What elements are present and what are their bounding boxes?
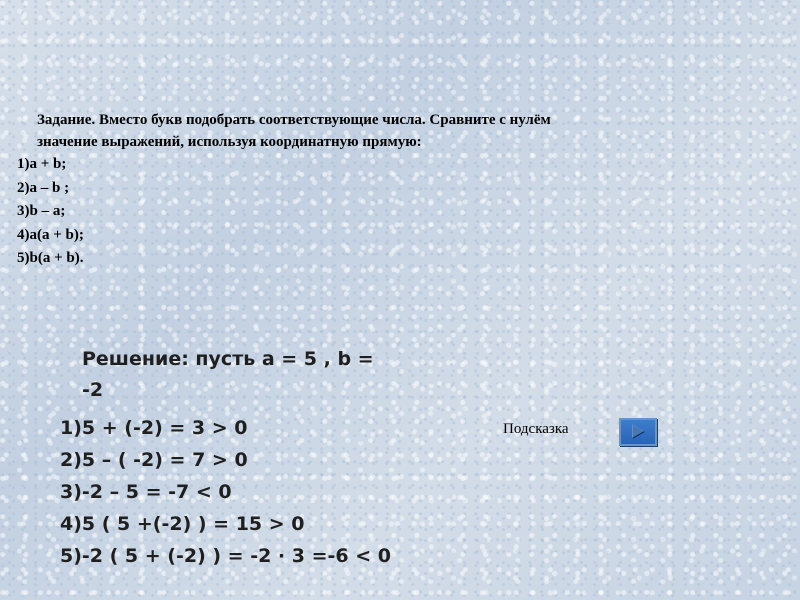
task-heading: Задание. Вместо букв подобрать соответствующие числа. Сравните с нулём значение выражений, используя координатную прямую: xyxy=(37,112,551,150)
task-item: 1)a + b; xyxy=(17,156,67,172)
hint-next-button[interactable] xyxy=(619,418,657,446)
task-list xyxy=(17,153,577,271)
solution-step: 1)5 + (-2) = 3 > 0 xyxy=(60,417,248,439)
solution-heading: Решение: пусть а = 5 , b = -2 xyxy=(82,348,374,401)
task-item: 3)b – a; xyxy=(17,203,66,219)
solution-step: 4)5 ( 5 +(-2) ) = 15 > 0 xyxy=(60,513,305,535)
task-item: 2)a – b ; xyxy=(17,179,70,196)
task-item: 4)a(a + b); xyxy=(17,226,84,243)
solution-block xyxy=(60,344,420,572)
solution-step: 2)5 – ( -2) = 7 > 0 xyxy=(60,449,248,471)
hint-label[interactable]: Подсказка xyxy=(503,421,569,437)
solution-step: 3)-2 – 5 = -7 < 0 xyxy=(60,481,232,503)
task-block xyxy=(17,109,577,271)
task-item: 5)b(a + b). xyxy=(17,250,84,266)
solution-step: 5)-2 ( 5 + (-2) ) = -2 · 3 =-6 < 0 xyxy=(60,545,391,567)
solution-list xyxy=(60,412,420,572)
play-arrow-icon xyxy=(621,420,655,444)
